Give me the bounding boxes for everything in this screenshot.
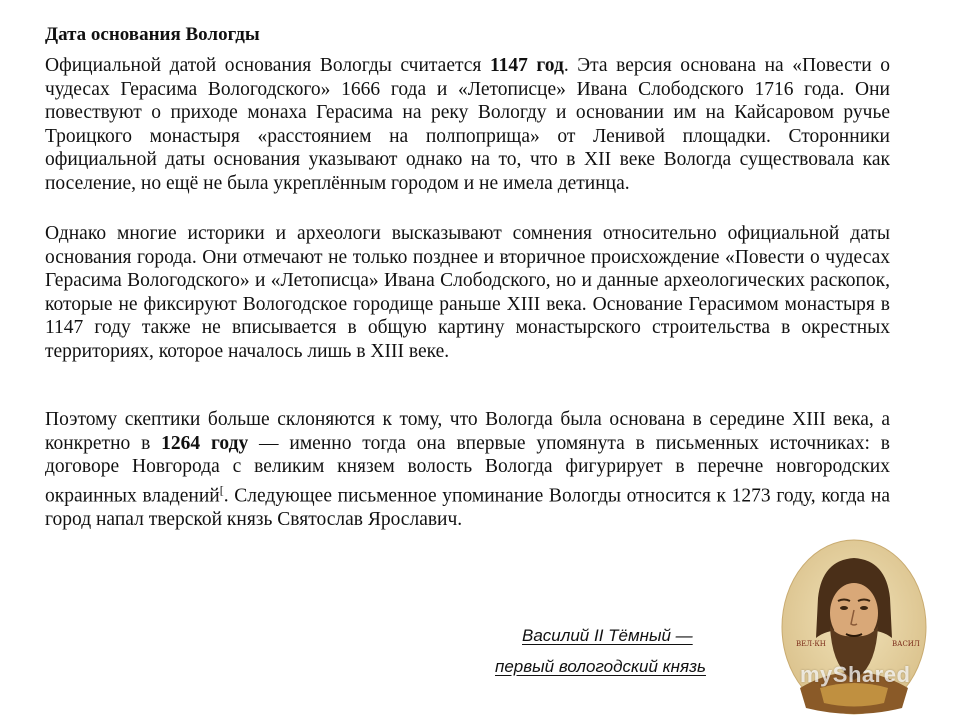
caption-line-2[interactable]: первый вологодский князь (495, 657, 706, 676)
watermark: myShared (800, 662, 911, 687)
paragraph-1-text-a: Официальной датой основания Вологды считается (45, 55, 490, 76)
paragraph-3-text-a: Поэтому скептики больше склоняются к тому, что Вологда была основана в середине XIII века, а конкретно в (45, 409, 890, 454)
paragraph-3-bold-year: 1264 году (161, 432, 249, 454)
paragraph-1-text-b: . Эта версия основана на «Повести о чудесах Герасима Вологодского» 1666 года и «Летописце» Ивана Слободского 1716 года. Они повествуют о приходе монаха Герасима на реку Вологду и основании им на Кайсаровом ручье Троицкого монастыря «расстоянием на полпоприща» от Ленивой площадки. Сторонники официальной даты основания указывают однако на то, что в XII веке Вологда существовала как поселение, но ещё не была укреплённым городом и не имела детинца. (45, 55, 890, 194)
paragraph-1 (45, 54, 890, 195)
paragraph-3-text-b: — именно тогда она впервые упомянута в письменных источниках: в договоре Новгорода с великим князем волость Вологда фигурирует в перечне новгородских окраинных владений (45, 432, 891, 506)
caption-line-1[interactable]: Василий II Тёмный — (522, 626, 693, 645)
portrait-icon (780, 538, 928, 716)
footnote-marker[interactable]: [ (219, 482, 224, 497)
page-title: Дата основания Вологды (45, 24, 260, 45)
paragraph-3-text-c: . Следующее письменное упоминание Вологды относится к 1273 году, когда на город напал тверской князь Святослав Ярославич. (45, 485, 890, 530)
svg-text:ВАСИЛ: ВАСИЛ (892, 640, 920, 648)
paragraph-3 (45, 408, 890, 531)
svg-text:ВЕЛ·КН: ВЕЛ·КН (796, 640, 826, 648)
paragraph-2: Однако многие историки и археологи высказывают сомнения относительно официальной даты основания города. Они отмечают не только позднее и вторичное происхождение «Повести о чудесах Герасима Вологодского» и «Летописца» Ивана Слободского, но и данные археологических раскопок, которые не фиксируют Вологодское городище раньше XIII века. Основание Герасимом монастыря в 1147 году также не вписывается в общую картину монастырского строительства в окрестных территориях, которое началось лишь в XIII веке. (45, 223, 890, 362)
paragraph-1-bold-year: 1147 год (489, 55, 564, 76)
